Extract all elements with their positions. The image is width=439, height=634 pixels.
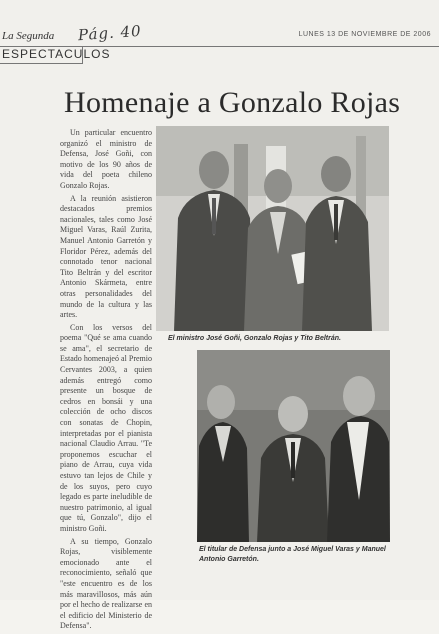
photo-caption: El titular de Defensa junto a José Miguel Varas y Manuel Antonio Garretón. xyxy=(199,546,386,563)
article-body xyxy=(60,128,152,634)
publication-name: La Segunda xyxy=(2,30,55,42)
section-label: ESPECTACULOS xyxy=(2,47,111,61)
handwritten-page-note: Pág. 40 xyxy=(77,21,143,45)
headline: Homenaje a Gonzalo Rojas xyxy=(64,86,401,119)
article-paragraph: A la reunión asistieron destacados premios nacionales, tales como José Miguel Varas, Raúl Zurita, Manuel Antonio Garretón y Floridor Pérez, además del connotado tenor nacional Tito Beltrán y del escritor Antonio Skármeta, entre otras personalidades del mundo de la cultura y las artes. xyxy=(60,193,152,320)
masthead xyxy=(0,21,439,45)
photo-caption: El ministro José Goñi, Gonzalo Rojas y Tito Beltrán. xyxy=(168,335,341,342)
dateline: LUNES 13 DE NOVIEMBRE DE 2006 xyxy=(298,31,431,38)
photo-minister-rojas-beltran xyxy=(156,126,389,331)
article-paragraph: Con los versos del poema "Qué se ama cuando se ama", el secretario de Estado homenajeó al Premio Cervantes 2003, a quien además entregó como presente un bosque de cedros en bonsái y una colección de ocho discos con sonatas de Chopin, interpretadas por el pianista nacional Claudio Arrau. "Te proponemos escuchar el piano de Arrau, cuya vida estuvo tan lejos de Chile y de los suyos, pero cuyo legado es parte ineludible de nuestro patrimonio, al igual que tú, Gonzalo", dijo el ministro Goñi. xyxy=(60,322,152,533)
article-paragraph: Un particular encuentro organizó el ministro de Defensa, José Goñi, con motivo de los 90 años de vida del poeta chileno Gonzalo Rojas. xyxy=(60,128,152,190)
photo-defense-varas-garreton xyxy=(197,350,390,542)
article-paragraph: A su tiempo, Gonzalo Rojas, visiblemente emocionado ante el reconocimiento, señaló que "este encuentro es de los más maravillosos, más aún por el hecho de realizarse en el edificio del Ministerio de Defensa". xyxy=(60,536,152,631)
